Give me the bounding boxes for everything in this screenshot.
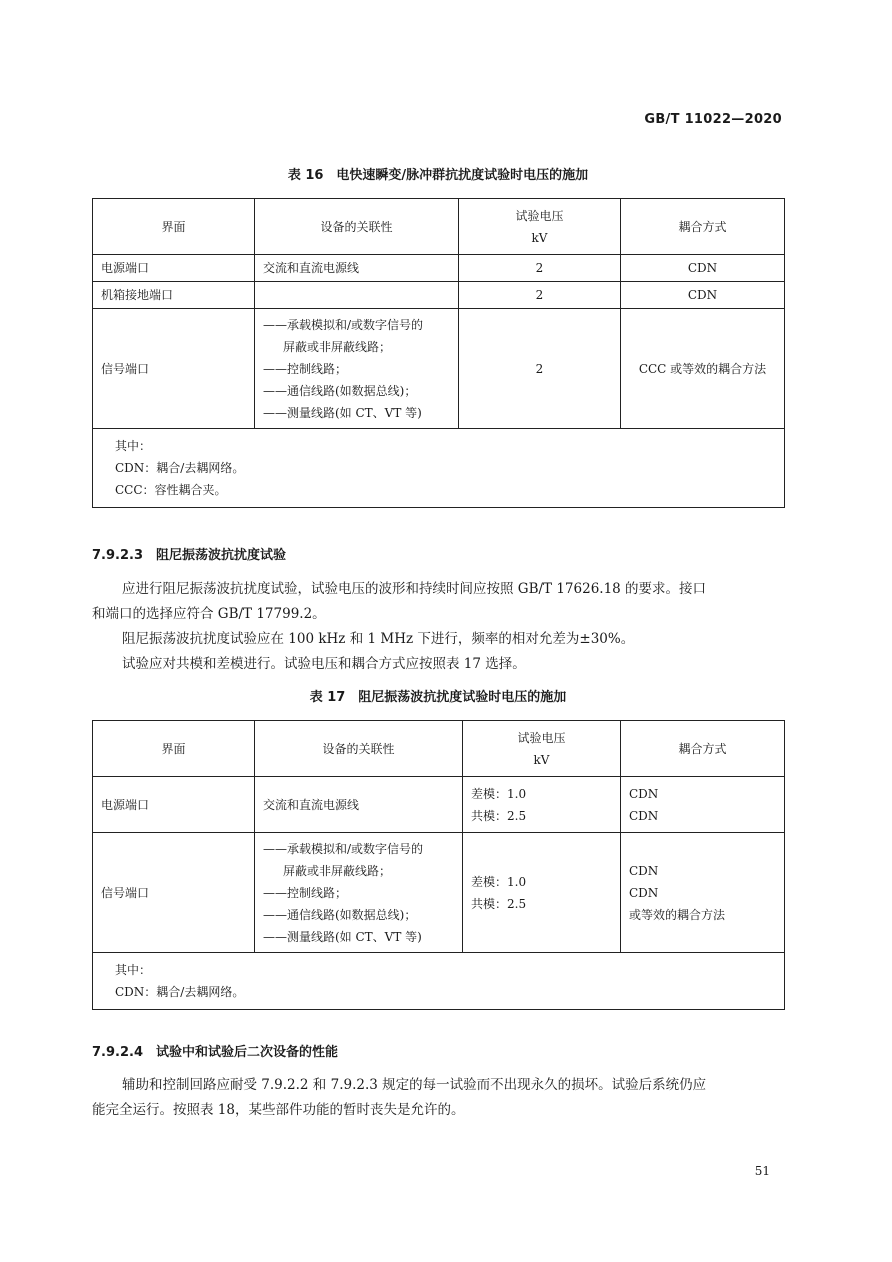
relevance-line: ——测量线路(如 CT、VT 等)	[263, 929, 422, 944]
relevance-line: ——控制线路；	[263, 885, 348, 900]
table17-header-row	[93, 721, 785, 777]
relevance-line: 屏蔽或非屏蔽线路；	[283, 339, 392, 354]
paragraph: 和端口的选择应符合 GB/T 17799.2。	[92, 606, 326, 622]
paragraph: 辅助和控制回路应耐受 7.9.2.2 和 7.9.2.3 规定的每一试验而不出现永久的损坏。试验后系统仍应	[122, 1077, 707, 1093]
voltage-line: 共模：2.5	[471, 896, 527, 911]
row-relevance: 交流和直流电源线	[255, 777, 463, 833]
coupling-line: CDN	[629, 808, 659, 823]
table17-notes	[93, 953, 785, 1010]
table-row	[93, 833, 785, 953]
table16-notes	[93, 429, 785, 508]
section-heading-7924: 7.9.2.4 试验中和试验后二次设备的性能	[92, 1045, 338, 1060]
standard-id: GB/T 11022—2020	[644, 112, 782, 127]
voltage-line: 差模：1.0	[471, 874, 527, 889]
table17-col-interface: 界面	[93, 721, 255, 777]
table16-col-voltage-label: 试验电压	[515, 208, 564, 223]
table-row	[93, 777, 785, 833]
table16-col-voltage-unit: kV	[531, 230, 548, 245]
row-voltage: 2	[459, 255, 621, 282]
table17	[92, 720, 785, 1010]
row-voltage: 2	[459, 282, 621, 309]
coupling-line: 或等效的耦合方法	[629, 907, 726, 922]
table-row	[93, 255, 785, 282]
note-line: 其中：	[115, 963, 152, 977]
table16-caption: 表 16 电快速瞬变/脉冲群抗扰度试验时电压的施加	[287, 168, 589, 183]
table-row	[93, 309, 785, 429]
table17-caption: 表 17 阻尼振荡波抗扰度试验时电压的施加	[309, 690, 567, 705]
row-relevance	[255, 309, 459, 429]
row-voltage: 2	[459, 309, 621, 429]
paragraph: 应进行阻尼振荡波抗扰度试验，试验电压的波形和持续时间应按照 GB/T 17626.18 的要求。接口	[122, 581, 707, 597]
note-line: CCC：容性耦合夹。	[115, 483, 227, 497]
table16-col-interface: 界面	[93, 199, 255, 255]
row-interface: 信号端口	[93, 833, 255, 953]
row-interface: 电源端口	[93, 255, 255, 282]
voltage-line: 差模：1.0	[471, 786, 527, 801]
coupling-line: CDN	[629, 885, 659, 900]
row-coupling: CDN	[621, 282, 785, 309]
row-relevance	[255, 833, 463, 953]
row-interface: 信号端口	[93, 309, 255, 429]
coupling-line: CDN	[629, 863, 659, 878]
page-number: 51	[754, 1164, 770, 1178]
row-coupling	[621, 833, 785, 953]
table16-col-voltage	[459, 199, 621, 255]
relevance-line: ——承载模拟和/或数字信号的	[263, 317, 424, 332]
note-line: CDN：耦合/去耦网络。	[115, 461, 245, 475]
coupling-line: CDN	[629, 786, 659, 801]
table16-col-coupling: 耦合方式	[621, 199, 785, 255]
relevance-line: ——控制线路；	[263, 361, 348, 376]
row-voltage	[463, 833, 621, 953]
row-interface: 机箱接地端口	[93, 282, 255, 309]
paragraph: 阻尼振荡波抗扰度试验应在 100 kHz 和 1 MHz 下进行，频率的相对允差为±30%。	[122, 631, 635, 647]
table-row	[93, 282, 785, 309]
table16	[92, 198, 785, 508]
table16-notes-row	[93, 429, 785, 508]
row-coupling: CDN	[621, 255, 785, 282]
row-coupling	[621, 777, 785, 833]
table17-col-voltage-label: 试验电压	[517, 730, 566, 745]
relevance-line: ——承载模拟和/或数字信号的	[263, 841, 424, 856]
relevance-line: ——测量线路(如 CT、VT 等)	[263, 405, 422, 420]
row-interface: 电源端口	[93, 777, 255, 833]
paragraph: 试验应对共模和差模进行。试验电压和耦合方式应按照表 17 选择。	[122, 656, 526, 672]
row-relevance: 交流和直流电源线	[255, 255, 459, 282]
table17-notes-row	[93, 953, 785, 1010]
relevance-line: ——通信线路(如数据总线)；	[263, 907, 417, 922]
relevance-line: ——通信线路(如数据总线)；	[263, 383, 417, 398]
table16-col-relevance: 设备的关联性	[255, 199, 459, 255]
table17-col-coupling: 耦合方式	[621, 721, 785, 777]
row-voltage	[463, 777, 621, 833]
table17-col-voltage	[463, 721, 621, 777]
section-heading-7923: 7.9.2.3 阻尼振荡波抗扰度试验	[92, 548, 286, 563]
table17-col-voltage-unit: kV	[533, 752, 550, 767]
note-line: CDN：耦合/去耦网络。	[115, 985, 245, 999]
row-relevance	[255, 282, 459, 309]
table17-col-relevance: 设备的关联性	[255, 721, 463, 777]
note-line: 其中：	[115, 439, 152, 453]
paragraph: 能完全运行。按照表 18，某些部件功能的暂时丧失是允许的。	[92, 1102, 465, 1118]
row-coupling: CCC 或等效的耦合方法	[621, 309, 785, 429]
voltage-line: 共模：2.5	[471, 808, 527, 823]
table16-header-row	[93, 199, 785, 255]
relevance-line: 屏蔽或非屏蔽线路；	[283, 863, 392, 878]
